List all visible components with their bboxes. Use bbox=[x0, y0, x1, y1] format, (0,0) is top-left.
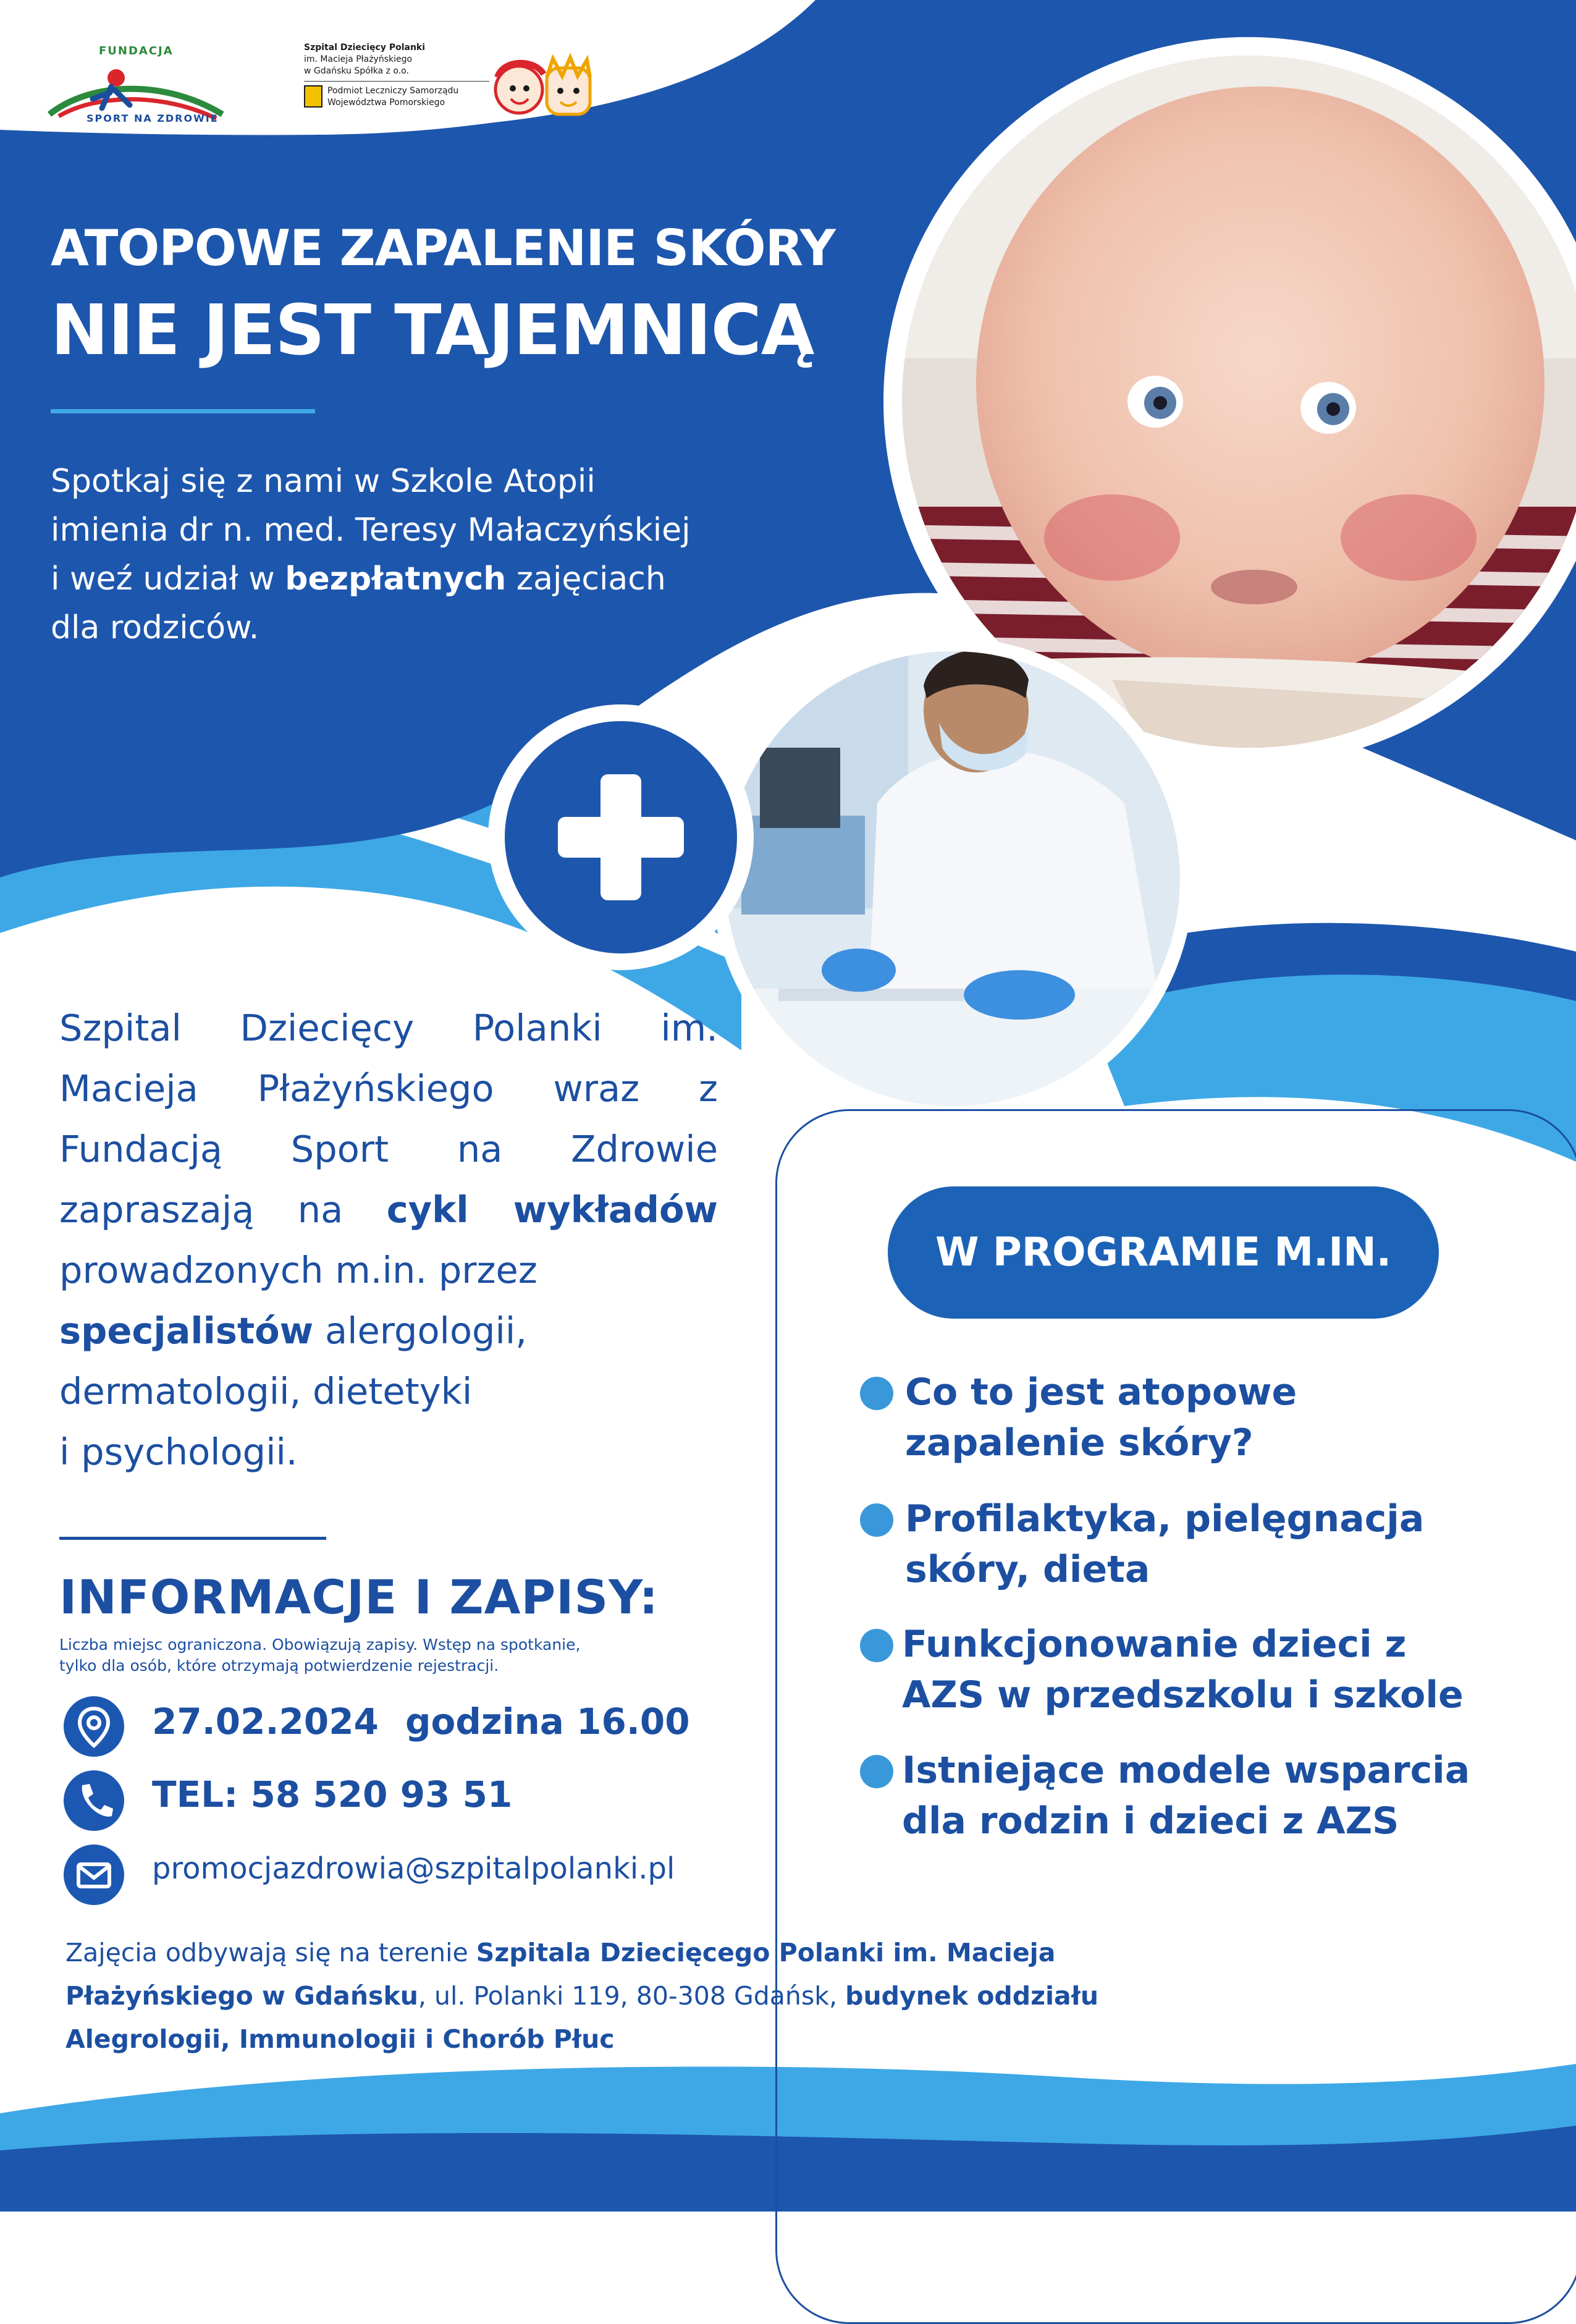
email-address[interactable]: promocjazdrowia@szpitalpolanki.pl bbox=[152, 1851, 675, 1886]
footer-venue bbox=[65, 1931, 1363, 2061]
para-line1: Szpital Dziecięcy Polanki im. bbox=[59, 1007, 718, 1049]
program-bullet-2 bbox=[860, 1503, 893, 1537]
event-date: 27.02.2024 bbox=[152, 1701, 379, 1743]
hospital-logo bbox=[304, 42, 489, 129]
info-note bbox=[59, 1634, 739, 1676]
info-note-line2: tylko dla osób, które otrzymają potwierdzenie rejestracji. bbox=[59, 1657, 499, 1675]
intro-line1: Spotkaj się z nami w Szkole Atopii bbox=[51, 463, 596, 500]
para-line5: prowadzonych m.in. przez bbox=[59, 1249, 537, 1291]
para-line4: zapraszają na cykl wykładów bbox=[59, 1188, 718, 1231]
footer-line1: Zajęcia odbywają się na terenie Szpitala Dziecięcego Polanki im. Macieja bbox=[65, 1938, 1056, 1967]
program-item-1: Co to jest atopowe zapalenie skóry? bbox=[905, 1371, 1297, 1464]
header-divider bbox=[51, 409, 315, 413]
intro-line4: dla rodziców. bbox=[51, 609, 259, 646]
program-item-4: Istniejące modele wsparcia dla rodzin i dzieci z AZS bbox=[902, 1749, 1470, 1843]
intro-text bbox=[51, 457, 854, 653]
location-pin-icon bbox=[64, 1696, 124, 1757]
program-item-3: Funkcjonowanie dzieci z AZS w przedszkolu i szkole bbox=[902, 1623, 1464, 1717]
intro-line3: i weź udział w bezpłatnych zajęciach bbox=[51, 560, 666, 598]
hospital-logo-divider bbox=[304, 81, 489, 82]
footer-line3: Alegrologii, Immunologii i Chorób Płuc bbox=[65, 2024, 615, 2054]
foundation-logo-top-text: FUNDACJA bbox=[99, 44, 174, 57]
foundation-logo-bottom-text: SPORT NA ZDROWIE bbox=[86, 112, 219, 124]
program-bullet-4 bbox=[860, 1755, 893, 1788]
program-bullet-3 bbox=[860, 1629, 893, 1662]
para-line3: Fundacją Sport na Zdrowie bbox=[59, 1128, 718, 1170]
program-bullet-1 bbox=[860, 1377, 893, 1410]
intro-line2: imienia dr n. med. Teresy Małaczyńskiej bbox=[51, 512, 691, 549]
footer-line2: Płażyńskiego w Gdańsku, ul. Polanki 119, 80-308 Gdańsk, budynek oddziału bbox=[65, 1981, 1099, 2011]
program-item-2: Profilaktyka, pielęgnacja skóry, dieta bbox=[905, 1497, 1425, 1591]
body-divider bbox=[59, 1537, 326, 1540]
intro-free-highlight: bezpłatnych bbox=[285, 560, 507, 598]
title-line1: ATOPOWE ZAPALENIE SKÓRY bbox=[51, 219, 835, 277]
kids-faces-logo bbox=[485, 53, 596, 120]
para-line6: specjalistów alergologii, bbox=[59, 1309, 528, 1352]
para-line2: Macieja Płażyńskiego wraz z bbox=[59, 1067, 718, 1110]
hospital-logo-line1: Szpital Dziecięcy Polanki bbox=[304, 43, 426, 53]
hospital-logo-line2: im. Macieja Płażyńskiego bbox=[304, 54, 413, 64]
hospital-logo-region bbox=[304, 85, 489, 109]
hospital-logo-line4: Podmiot Leczniczy Samorządu bbox=[327, 86, 459, 96]
invitation-paragraph bbox=[59, 998, 718, 1482]
email-icon bbox=[64, 1844, 124, 1905]
info-note-line1: Liczba miejsc ograniczona. Obowiązują zapisy. Wstęp na spotkanie, bbox=[59, 1636, 581, 1654]
region-crest-icon bbox=[304, 85, 322, 108]
title-line2: NIE JEST TAJEMNICĄ bbox=[51, 290, 814, 371]
hospital-logo-line5: Województwa Pomorskiego bbox=[327, 98, 445, 108]
para-line8: i psychologii. bbox=[59, 1430, 298, 1473]
event-time: godzina 16.00 bbox=[405, 1701, 690, 1743]
program-heading: W PROGRAMIE M.IN. bbox=[888, 1186, 1439, 1319]
info-heading: INFORMACJE I ZAPISY: bbox=[59, 1570, 659, 1625]
phone-number[interactable]: TEL: 58 520 93 51 bbox=[152, 1773, 513, 1815]
hospital-logo-line3: w Gdańsku Spółka z o.o. bbox=[304, 66, 409, 76]
para-line7: dermatologii, dietetyki bbox=[59, 1370, 473, 1413]
foundation-logo bbox=[43, 43, 229, 130]
phone-icon bbox=[64, 1770, 124, 1831]
